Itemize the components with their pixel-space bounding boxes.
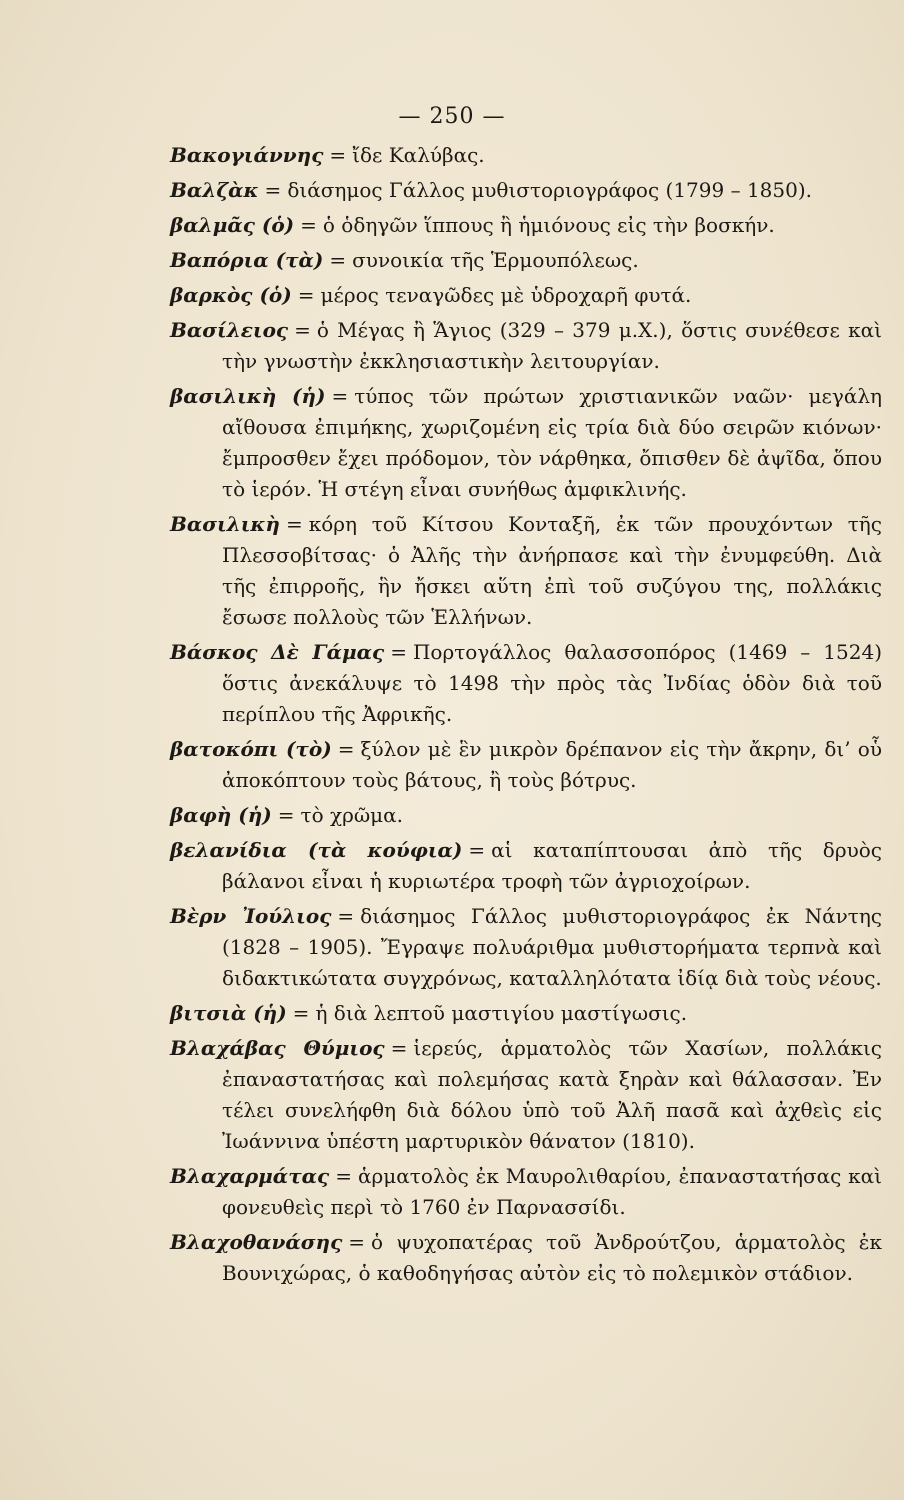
entry-separator: =	[297, 283, 315, 307]
entry-definition: ἡ διὰ λεπτοῦ μαστιγίου μαστίγωσις.	[315, 1001, 688, 1025]
entry-separator: =	[277, 803, 295, 827]
entry-separator: =	[329, 248, 347, 272]
dictionary-entry	[170, 210, 882, 241]
entry-headword: βατοκόπι (τὸ)	[170, 737, 332, 761]
entry-definition: ὁ ὁδηγῶν ἵππους ἢ ἡμιόνους εἰς τὴν βοσκήν.	[322, 213, 775, 237]
entry-separator: =	[285, 512, 303, 536]
entry-separator: =	[468, 838, 486, 862]
entry-separator: =	[337, 737, 355, 761]
dictionary-entry	[170, 280, 882, 311]
dictionary-entry	[170, 637, 882, 730]
entry-headword: Βλαχοθανάσης	[170, 1230, 343, 1254]
entry-headword: βιτσιὰ (ἡ)	[170, 1001, 287, 1025]
entry-headword: Βὲρν Ἰούλιος	[170, 904, 332, 928]
dictionary-entry	[170, 315, 882, 377]
dictionary-entry	[170, 998, 882, 1029]
entry-separator: =	[300, 213, 317, 237]
dictionary-entry	[170, 800, 882, 831]
entry-definition: διάσημος Γάλλος μυθιστοριογράφος ἐκ Νάντης (1828 – 1905). Ἔγραψε πολυάριθμα μυθιστορήματα τερπνὰ καὶ διδακτικώτατα συγχρόνως, καταλληλότατα ἰδίᾳ διὰ τοὺς νέους.	[222, 904, 883, 990]
entry-definition: Πορτογάλλος θαλασσοπόρος (1469 – 1524) ὅστις ἀνεκάλυψε τὸ 1498 τὴν πρὸς τὰς Ἰνδίας ὁδὸν διὰ τοῦ περίπλου τῆς Ἀφρικῆς.	[222, 640, 882, 726]
entry-definition: συνοικία τῆς Ἑρμουπόλεως.	[352, 248, 639, 272]
entry-separator: =	[390, 640, 407, 664]
dictionary-entry	[170, 901, 882, 994]
entry-separator: =	[335, 1164, 352, 1188]
entry-headword: βαλμᾶς (ὁ)	[170, 213, 295, 237]
entry-definition: αἱ καταπίπτουσαι ἀπὸ τῆς δρυὸς βάλανοι εἶναι ἡ κυριωτέρα τροφὴ τῶν ἀγριοχοίρων.	[222, 838, 882, 893]
entry-definition: τὸ χρῶμα.	[300, 803, 404, 827]
entry-separator: =	[292, 1001, 310, 1025]
entry-definition: μέρος τεναγῶδες μὲ ὑδροχαρῆ φυτά.	[320, 283, 692, 307]
dictionary-entry	[170, 509, 882, 633]
entry-separator: =	[331, 384, 349, 408]
entry-definition: ὁ Μέγας ἢ Ἅγιος (329 – 379 μ.Χ.), ὅστις συνέθεσε καὶ τὴν γνωστὴν ἐκκλησιαστικὴν λειτουργίαν.	[222, 318, 882, 373]
dictionary-entry	[170, 734, 882, 796]
entry-headword: Βαπόρια (τὰ)	[170, 248, 324, 272]
entry-headword: Βακογιάννης	[170, 143, 324, 167]
entry-headword: Βαλζὰκ	[170, 178, 259, 202]
entry-headword: Βάσκος Δὲ Γάμας	[170, 640, 385, 664]
dictionary-entry	[170, 1227, 882, 1289]
dictionary-entry	[170, 140, 882, 171]
entry-separator: =	[329, 143, 347, 167]
dictionary-entry	[170, 835, 882, 897]
entry-headword: Βλαχαρμάτας	[170, 1164, 330, 1188]
entry-headword: Βλαχάβας Θύμιος	[170, 1036, 385, 1060]
entry-separator: =	[348, 1230, 366, 1254]
entry-definition: κόρη τοῦ Κίτσου Κονταξῆ, ἐκ τῶν προυχόντων τῆς Πλεσσοβίτσας· ὁ Ἀλῆς τὴν ἀνήρπασε καὶ τὴν ἐνυμφεύθη. Διὰ τῆς ἐπιρροῆς, ἣν ἤσκει αὕτη ἐπὶ τοῦ συζύγου της, πολλάκις ἔσωσε πολλοὺς τῶν Ἑλλήνων.	[222, 512, 882, 629]
entry-separator: =	[264, 178, 282, 202]
entry-headword: βελανίδια (τὰ κούφια)	[170, 838, 463, 862]
entry-definition: διάσημος Γάλλος μυθιστοριογράφος (1799 – 1850).	[287, 178, 812, 202]
dictionary-entry	[170, 245, 882, 276]
dictionary-entries	[170, 140, 882, 1293]
entry-separator: =	[337, 904, 355, 928]
entry-definition: ξύλον μὲ ἓν μικρὸν δρέπανον εἰς τὴν ἄκρην, δι’ οὗ ἀποκόπτουν τοὺς βάτους, ἢ τοὺς βότρυς.	[222, 737, 882, 792]
entry-definition: ἴδε Καλύβας.	[352, 143, 485, 167]
entry-headword: βαφὴ (ἡ)	[170, 803, 272, 827]
page-number: — 250 —	[398, 104, 506, 129]
entry-separator: =	[294, 318, 311, 342]
dictionary-entry	[170, 1033, 882, 1157]
entry-headword: Βασίλειος	[170, 318, 289, 342]
entry-separator: =	[390, 1036, 408, 1060]
entry-definition: ἱερεύς, ἁρματολὸς τῶν Χασίων, πολλάκις ἐπαναστατήσας καὶ πολεμήσας κατὰ ξηρὰν καὶ θάλασσαν. Ἐν τέλει συνελήφθη διὰ δόλου ὑπὸ τοῦ Ἀλῆ πασᾶ καὶ ἀχθεὶς εἰς Ἰωάννινα ὑπέστη μαρτυρικὸν θάνατον (1810).	[222, 1036, 882, 1153]
entry-definition: ὁ ψυχοπατέρας τοῦ Ἀνδρούτζου, ἁρματολὸς ἐκ Βουνιχώρας, ὁ καθοδηγήσας αὐτὸν εἰς τὸ πολεμικὸν στάδιον.	[222, 1230, 882, 1285]
dictionary-entry	[170, 1161, 882, 1223]
entry-definition: τύπος τῶν πρώτων χριστιανικῶν ναῶν· μεγάλη αἴθουσα ἐπιμήκης, χωριζομένη εἰς τρία διὰ δύο σειρῶν κιόνων· ἔμπροσθεν ἔχει πρόδομον, τὸν νάρθηκα, ὄπισθεν δὲ ἀψῖδα, ὅπου τὸ ἱερόν. Ἡ στέγη εἶναι συνήθως ἀμφικλινής.	[222, 384, 882, 501]
dictionary-entry	[170, 175, 882, 206]
entry-definition: ἁρματολὸς ἐκ Μαυρολιθαρίου, ἐπαναστατήσας καὶ φονευθεὶς περὶ τὸ 1760 ἐν Παρνασσίδι.	[222, 1164, 882, 1219]
entry-headword: βασιλικὴ (ἡ)	[170, 384, 326, 408]
entry-headword: Βασιλικὴ	[170, 512, 280, 536]
dictionary-entry	[170, 381, 882, 505]
entry-headword: βαρκὸς (ὁ)	[170, 283, 292, 307]
